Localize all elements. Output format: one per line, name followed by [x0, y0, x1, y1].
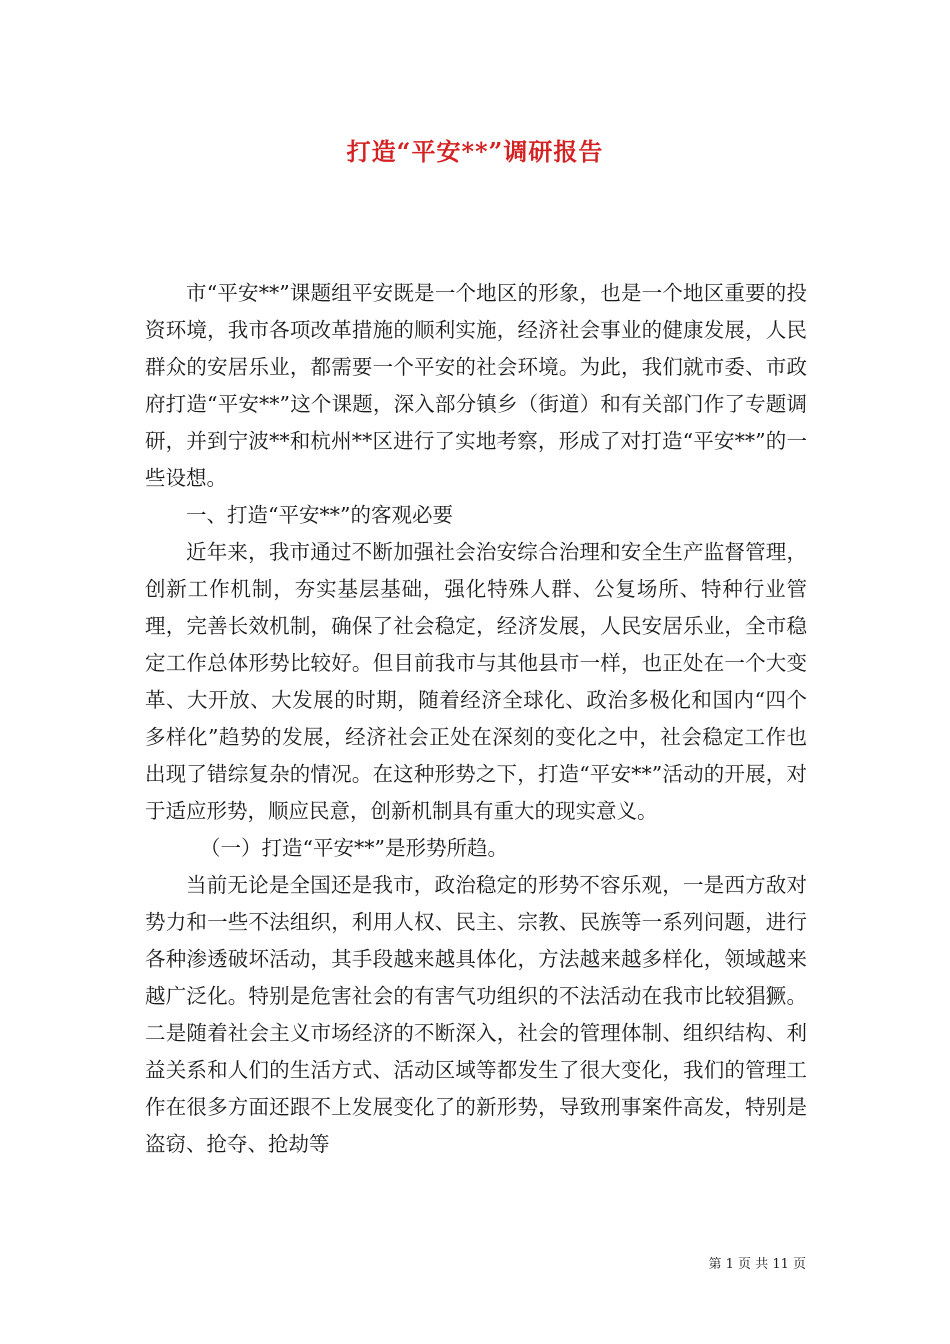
section-heading-1: 一、打造“平安**”的客观必要 [186, 503, 453, 527]
document-title: 打造“平安**”调研报告 [346, 137, 604, 166]
page-number-footer: 第 1 页 共 11 页 [708, 1257, 806, 1272]
document-body [145, 275, 807, 1163]
paragraph-background: 近年来，我市通过不断加强社会治安综合治理和安全生产监督管理，创新工作机制，夯实基层基础，强化特殊人群、公复场所、特种行业管理，完善长效机制，确保了社会稳定，经济发展，人民安居乐业，全市稳定工作总体形势比较好。但目前我市与其他县市一样，也正处在一个大变革、大开放、大发展的时期，随着经济全球化、政治多极化和国内“四个多样化”趋势的发展，经济社会正处在深刻的变化之中，社会稳定工作也出现了错综复杂的情况。在这种形势之下，打造“平安**”活动的开展，对于适应形势，顺应民意，创新机制具有重大的现实意义。 [145, 540, 807, 823]
paragraph-situation: 当前无论是全国还是我市，政治稳定的形势不容乐观，一是西方敌对势力和一些不法组织，利用人权、民主、宗教、民族等一系列问题，进行各种渗透破坏活动，其手段越来越具体化，方法越来越多样化，领域越来越广泛化。特别是危害社会的有害气功组织的不法活动在我市比较猖獗。二是随着社会主义市场经济的不断深入，社会的管理体制、组织结构、利益关系和人们的生活方式、活动区域等都发生了很大变化，我们的管理工作在很多方面还跟不上发展变化了的新形势，导致刑事案件高发，特别是盗窃、抢夺、抢劫等 [145, 873, 807, 1156]
subsection-heading-1: （一）打造“平安**”是形势所趋。 [200, 836, 508, 860]
paragraph-intro: 市“平安**”课题组平安既是一个地区的形象，也是一个地区重要的投资环境，我市各项改革措施的顺利实施，经济社会事业的健康发展，人民群众的安居乐业，都需要一个平安的社会环境。为此，我们就市委、市政府打造“平安**”这个课题，深入部分镇乡（街道）和有关部门作了专题调研，并到宁波**和杭州**区进行了实地考察，形成了对打造“平安**”的一些设想。 [145, 281, 807, 490]
